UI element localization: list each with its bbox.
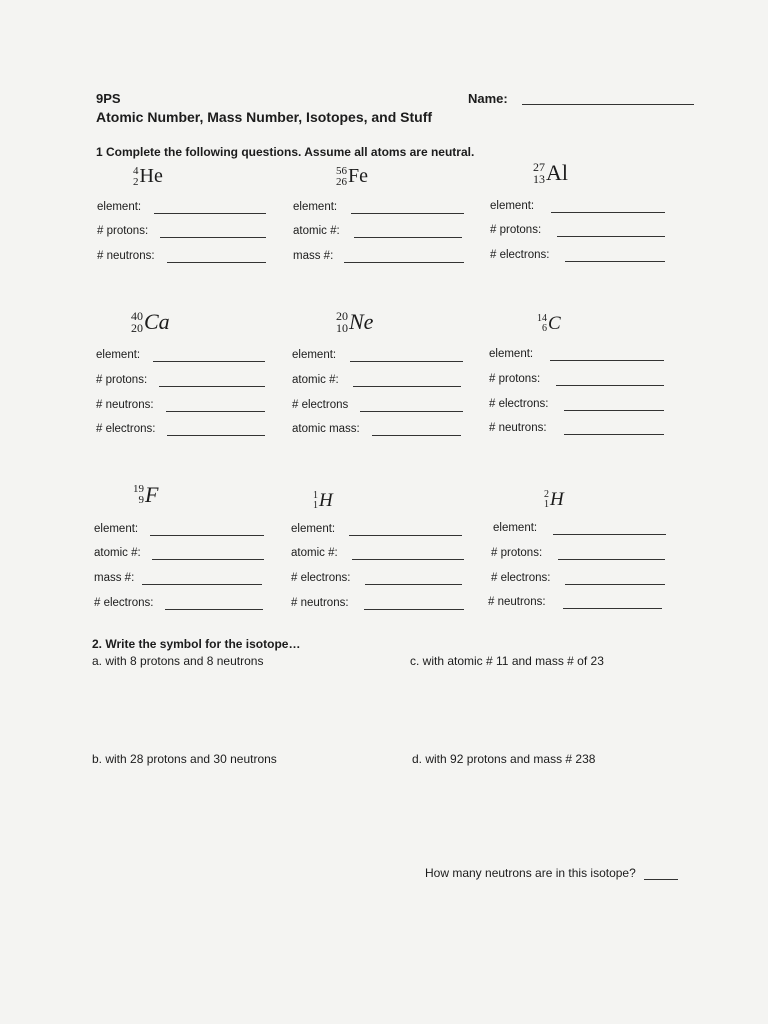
answer-blank[interactable] [353, 386, 461, 387]
atomic-number: 1 [544, 499, 549, 510]
atomic-number: 2 [133, 175, 139, 188]
atomic-number: 13 [533, 172, 545, 186]
q2-title: 2. Write the symbol for the isotope… [92, 637, 301, 651]
atomic-number: 20 [131, 321, 143, 335]
mass-number: 4 [133, 164, 139, 177]
answer-blank[interactable] [564, 410, 664, 411]
element-symbol: Al [546, 160, 568, 185]
element-symbol: Ca [144, 309, 170, 334]
element-symbol: C [548, 313, 561, 334]
answer-blank[interactable] [553, 534, 666, 535]
isotope-he4 [133, 165, 163, 188]
field-ca-protons: # protons: [96, 374, 147, 386]
field-c-protons: # protons: [489, 373, 540, 385]
answer-blank[interactable] [152, 559, 264, 560]
answer-blank[interactable] [550, 360, 664, 361]
field-ca-neutrons: # neutrons: [96, 399, 154, 411]
answer-blank[interactable] [344, 262, 464, 263]
q1-instruction: 1 Complete the following questions. Assume all atoms are neutral. [96, 145, 475, 159]
field-f-mass: mass #: [94, 572, 134, 584]
field-al-protons: # protons: [490, 224, 541, 236]
field-h2-neutrons: # neutrons: [488, 596, 546, 608]
atomic-number: 1 [313, 500, 318, 511]
answer-blank[interactable] [351, 213, 464, 214]
isotope-h1 [313, 490, 333, 512]
field-h2-protons: # protons: [491, 547, 542, 559]
field-c-electrons: # electrons: [489, 398, 548, 410]
answer-blank[interactable] [153, 361, 265, 362]
atomic-number: 26 [336, 175, 347, 188]
name-blank[interactable] [522, 104, 694, 105]
answer-blank[interactable] [159, 386, 265, 387]
field-ca-electrons: # electrons: [96, 423, 155, 435]
isotope-h2 [544, 489, 564, 511]
field-f-electrons: # electrons: [94, 597, 153, 609]
field-al-element: element: [490, 200, 534, 212]
field-he-neutrons: # neutrons: [97, 250, 155, 262]
answer-blank[interactable] [557, 236, 665, 237]
field-c-neutrons: # neutrons: [489, 422, 547, 434]
field-h2-electrons: # electrons: [491, 572, 550, 584]
field-h1-neutrons: # neutrons: [291, 597, 349, 609]
element-symbol: Fe [348, 165, 368, 187]
answer-blank[interactable] [154, 213, 266, 214]
answer-blank[interactable] [160, 237, 266, 238]
mass-number: 40 [131, 309, 143, 323]
answer-blank[interactable] [150, 535, 264, 536]
isotope-fe56 [336, 165, 368, 188]
q2-part-a: a. with 8 protons and 8 neutrons [92, 654, 264, 668]
answer-blank[interactable] [365, 584, 462, 585]
atomic-number: 6 [542, 323, 547, 334]
q2-part-d: d. with 92 protons and mass # 238 [412, 752, 596, 766]
mass-number: 1 [313, 490, 318, 501]
field-h1-element: element: [291, 523, 335, 535]
mass-number: 56 [336, 164, 347, 177]
q2-part-b: b. with 28 protons and 30 neutrons [92, 752, 277, 766]
answer-blank[interactable] [167, 262, 266, 263]
final-answer-blank[interactable] [644, 879, 678, 880]
field-h2-element: element: [493, 522, 537, 534]
mass-number: 27 [533, 160, 545, 174]
answer-blank[interactable] [564, 434, 664, 435]
element-symbol: H [319, 490, 333, 511]
mass-number: 2 [544, 489, 549, 500]
field-ne-element: element: [292, 349, 336, 361]
field-ne-electrons: # electrons [292, 399, 348, 411]
field-fe-element: element: [293, 201, 337, 213]
element-symbol: H [550, 489, 564, 510]
final-question: How many neutrons are in this isotope? [425, 866, 636, 880]
answer-blank[interactable] [165, 609, 263, 610]
element-symbol: Ne [349, 309, 374, 334]
mass-number: 14 [537, 313, 547, 324]
name-label: Name: [468, 91, 508, 106]
answer-blank[interactable] [349, 535, 462, 536]
answer-blank[interactable] [354, 237, 462, 238]
answer-blank[interactable] [166, 411, 265, 412]
isotope-f19 [133, 482, 158, 508]
field-h1-electrons: # electrons: [291, 572, 350, 584]
atomic-number: 10 [336, 321, 348, 335]
isotope-al27 [533, 160, 568, 186]
worksheet-title: Atomic Number, Mass Number, Isotopes, and Stuff [96, 109, 433, 125]
answer-blank[interactable] [360, 411, 463, 412]
mass-number: 19 [133, 483, 144, 495]
field-fe-mass: mass #: [293, 250, 333, 262]
answer-blank[interactable] [372, 435, 461, 436]
q2-part-c: c. with atomic # 11 and mass # of 23 [410, 654, 604, 668]
answer-blank[interactable] [556, 385, 664, 386]
isotope-ne20 [336, 309, 373, 335]
element-symbol: F [145, 482, 159, 507]
answer-blank[interactable] [558, 559, 665, 560]
field-al-electrons: # electrons: [490, 249, 549, 261]
answer-blank[interactable] [350, 361, 463, 362]
field-f-element: element: [94, 523, 138, 535]
field-c-element: element: [489, 348, 533, 360]
field-he-protons: # protons: [97, 225, 148, 237]
answer-blank[interactable] [565, 584, 665, 585]
field-fe-atomic: atomic #: [293, 225, 340, 237]
answer-blank[interactable] [352, 559, 464, 560]
atomic-number: 9 [138, 494, 144, 506]
field-ca-element: element: [96, 349, 140, 361]
field-ne-atomic: atomic #: [292, 374, 339, 386]
answer-blank[interactable] [563, 608, 662, 609]
mass-number: 20 [336, 309, 348, 323]
isotope-c14 [537, 313, 561, 335]
answer-blank[interactable] [167, 435, 265, 436]
field-h1-atomic: atomic #: [291, 547, 338, 559]
answer-blank[interactable] [142, 584, 262, 585]
element-symbol: He [139, 165, 163, 187]
field-f-atomic: atomic #: [94, 547, 141, 559]
course-code: 9PS [96, 91, 121, 106]
answer-blank[interactable] [565, 261, 665, 262]
field-ne-atomic-mass: atomic mass: [292, 423, 360, 435]
field-he-element: element: [97, 201, 141, 213]
answer-blank[interactable] [364, 609, 464, 610]
answer-blank[interactable] [551, 212, 665, 213]
isotope-ca40 [131, 309, 170, 335]
